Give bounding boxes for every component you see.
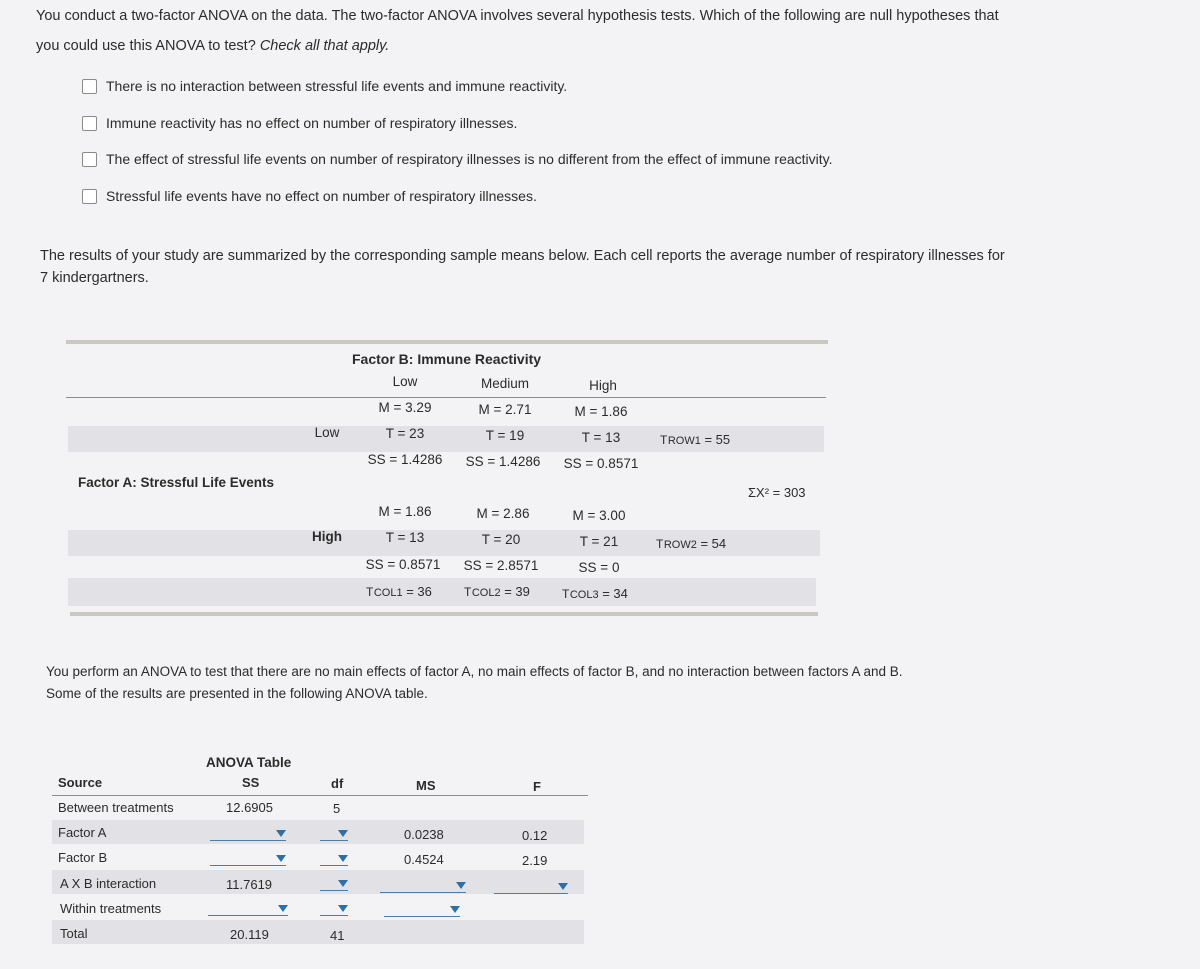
factor-a-title: Factor A: Stressful Life Events [78,475,275,490]
t-letter: T [562,587,570,601]
summary-line-2: 7 kindergartners. [40,270,149,286]
interaction-df-dropdown[interactable] [320,874,348,891]
tcol3-label [562,586,628,601]
tcol3-value: = 34 [602,586,628,601]
question-line-2 [36,32,389,60]
trow1-subscript: ROW1 [667,435,701,447]
option-stressful-events[interactable] [82,188,537,204]
factor-b-title: Factor B: Immune Reactivity [352,351,542,367]
anova-header-f: F [533,779,541,794]
anova-title: ANOVA Table [206,755,292,770]
anova-row-interaction-source: A X B interaction [60,876,157,891]
cell-high-high-mean: M = 3.00 [572,508,626,523]
anova-row-between-source: Between treatments [58,800,174,815]
col-header-high: High [589,378,617,393]
trow2-value: = 54 [700,536,727,551]
factor-a-ss-dropdown[interactable] [210,824,286,841]
anova-intro-line-2: Some of the results are presented in the following ANOVA table. [46,686,428,701]
cell-low-medium-total: T = 19 [485,428,525,443]
cell-low-high-total: T = 13 [581,430,621,445]
cell-high-medium-total: T = 20 [481,532,521,547]
option-label: Stressful life events have no effect on number of respiratory illnesses. [106,188,537,204]
option-interaction[interactable] [82,78,567,94]
anova-row-total-source: Total [60,926,88,941]
col-header-medium: Medium [480,376,529,391]
t-letter: T [656,537,664,551]
header-divider [66,397,826,398]
cell-high-high-ss: SS = 0 [578,560,620,575]
option-label: The effect of stressful life events on number of respiratory illnesses is no different from the effect of immune reactivity. [106,151,833,167]
anova-factor-a-f: 0.12 [522,828,548,843]
cell-low-low-mean: M = 3.29 [378,400,432,415]
interaction-f-dropdown[interactable] [494,877,568,894]
summary-line-1: The results of your study are summarized by the corresponding sample means below. Each cell reports the average number of respiratory illnesses for [40,248,1005,264]
dropdown-arrow-icon [338,905,348,912]
option-equal-effects[interactable] [82,151,833,167]
anova-header-ss: SS [242,775,260,790]
within-df-dropdown[interactable] [320,899,348,916]
anova-factor-b-ms: 0.4524 [404,852,444,867]
cell-high-low-total: T = 13 [385,530,425,545]
tcol1-value: = 36 [406,584,432,599]
anova-header-ms: MS [416,778,436,793]
trow2-label [656,536,726,551]
col-header-low: Low [392,374,418,389]
anova-header-divider [52,795,588,796]
table-bottom-rule [70,612,818,616]
anova-row-factor-a-source: Factor A [58,825,107,840]
tcol1-subscript: COL1 [373,587,403,599]
anova-factor-a-ms: 0.0238 [404,827,444,842]
interaction-ms-dropdown[interactable] [380,876,466,893]
anova-row-band-factor-a [52,820,584,844]
cell-high-low-ss: SS = 0.8571 [365,557,441,572]
dropdown-arrow-icon [338,855,348,862]
anova-intro-line-1: You perform an ANOVA to test that there are no main effects of factor A, no main effects of factor B, and no interaction between factors A and B. [46,664,903,679]
tcol2-label [464,584,530,599]
t-letter: T [464,585,472,599]
cell-low-low-ss: SS = 1.4286 [367,452,443,467]
factor-a-df-dropdown[interactable] [320,824,348,841]
anova-row-within-source: Within treatments [60,901,162,916]
anova-between-ss: 12.6905 [226,800,273,815]
question-instruction: Check all that apply. [259,38,390,54]
tcol2-subscript: COL2 [471,587,501,599]
t-letter: T [366,585,374,599]
cell-high-medium-ss: SS = 2.8571 [463,558,539,573]
tcol1-label [366,584,432,599]
col-total-band [68,578,816,606]
trow1-value: = 55 [704,432,731,447]
option-label: Immune reactivity has no effect on number of respiratory illnesses. [106,115,518,131]
option-checkbox[interactable] [82,152,97,167]
option-checkbox[interactable] [82,79,97,94]
anova-header-source: Source [58,775,103,790]
sum-x-squared: ΣX² = 303 [748,485,806,500]
trow1-label [660,432,730,447]
t-letter: T [660,433,668,447]
cell-low-low-total: T = 23 [385,426,425,441]
anova-total-df: 41 [330,928,345,943]
trow2-subscript: ROW2 [663,539,697,551]
cell-high-high-total: T = 21 [579,534,619,549]
dropdown-arrow-icon [456,882,466,889]
dropdown-arrow-icon [276,855,286,862]
dropdown-arrow-icon [558,883,568,890]
cell-high-low-mean: M = 1.86 [378,504,432,519]
factor-b-ss-dropdown[interactable] [210,849,286,866]
table-top-rule [66,340,828,344]
cell-low-medium-mean: M = 2.71 [478,402,532,417]
dropdown-arrow-icon [276,830,286,837]
question-line-1: You conduct a two-factor ANOVA on the data. The two-factor ANOVA involves several hypothesis tests. Which of the following are null hypotheses that [36,8,999,24]
option-label: There is no interaction between stressful life events and immune reactivity. [106,78,568,94]
option-checkbox[interactable] [82,189,97,204]
cell-high-medium-mean: M = 2.86 [476,506,530,521]
anova-interaction-ss: 11.7619 [226,877,273,892]
tcol3-subscript: COL3 [569,589,599,601]
option-checkbox[interactable] [82,116,97,131]
dropdown-arrow-icon [338,880,348,887]
factor-b-df-dropdown[interactable] [320,849,348,866]
option-immune-reactivity[interactable] [82,115,517,131]
question-prefix: you could use this ANOVA to test? [36,38,260,54]
cell-low-medium-ss: SS = 1.4286 [465,454,541,469]
cell-low-high-ss: SS = 0.8571 [563,456,639,471]
row-header-low: Low [314,425,340,440]
cell-low-high-mean: M = 1.86 [574,404,628,419]
dropdown-arrow-icon [338,830,348,837]
within-ms-dropdown[interactable] [384,900,460,917]
anova-row-band-total [52,920,584,944]
row-header-high: High [312,529,342,544]
within-ss-dropdown[interactable] [208,899,288,916]
anova-header-df: df [331,776,344,791]
dropdown-arrow-icon [278,905,288,912]
anova-total-ss: 20.119 [230,927,269,942]
anova-row-factor-b-source: Factor B [58,850,108,865]
anova-between-df: 5 [333,801,341,816]
anova-factor-b-f: 2.19 [522,853,548,868]
dropdown-arrow-icon [450,906,460,913]
tcol2-value: = 39 [504,584,530,599]
